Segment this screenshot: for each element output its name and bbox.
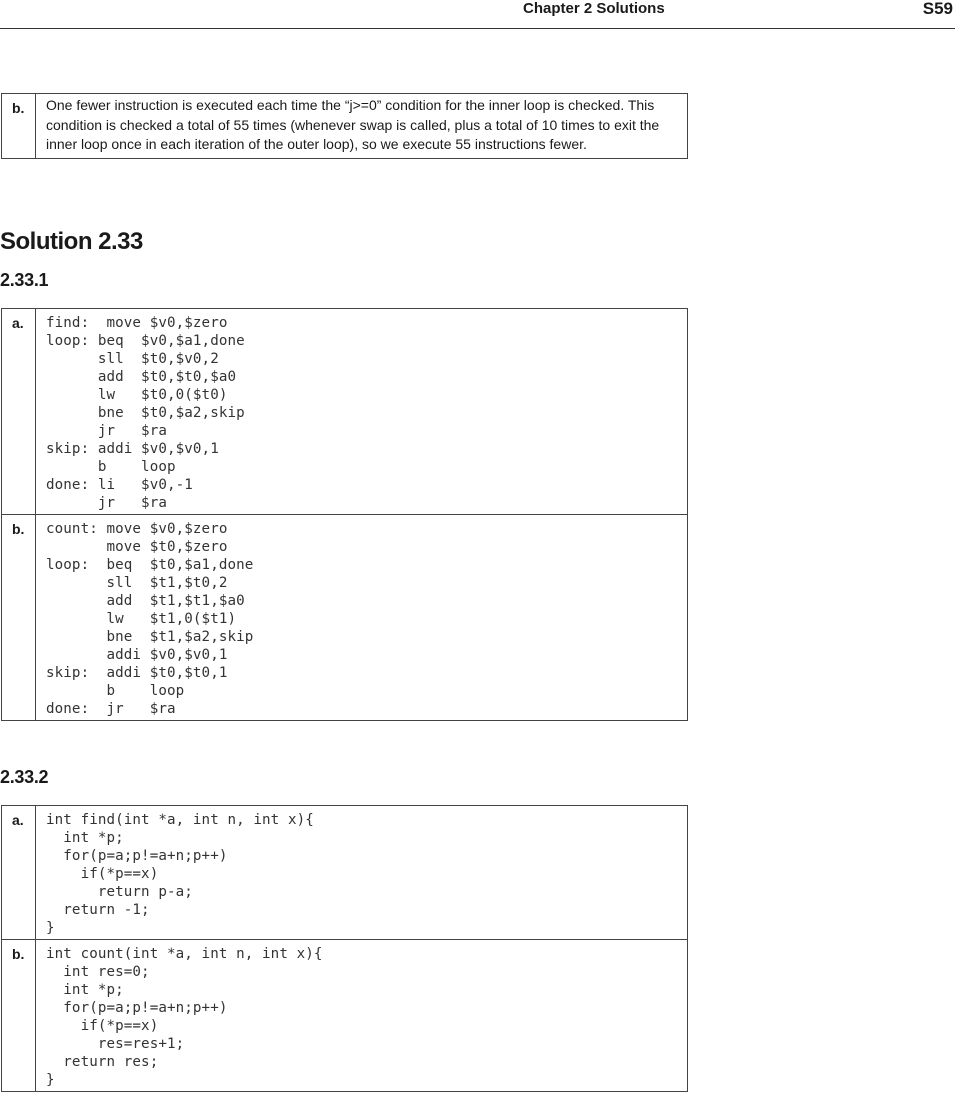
code-row-b xyxy=(2,940,688,1092)
code-row-b xyxy=(2,515,688,721)
mips-code-table xyxy=(1,308,688,721)
solution-title: Solution 2.33 xyxy=(0,228,143,255)
c-code-table xyxy=(1,805,688,1092)
explanation-row xyxy=(2,94,688,159)
code-row-a xyxy=(2,309,688,515)
row-label: b. xyxy=(2,940,36,1092)
row-label: b. xyxy=(2,94,36,159)
code-row-a xyxy=(2,806,688,940)
chapter-title: Chapter 2 Solutions xyxy=(523,0,665,17)
page-number: S59 xyxy=(922,0,953,18)
c-code-count: int count(int *a, int n, int x){ int res=0; int *p; for(p=a;p!=a+n;p++) if(*p==x) res=res+1; return res; } xyxy=(46,946,323,1088)
mips-code-count: count: move $v0,$zero move $t0,$zero loop: beq $t0,$a1,done sll $t1,$t0,2 add $t1,$t1,$a0 lw $t1,0($t1) bne $t1,$a2,skip addi $v0,$v0,1 skip: addi $t0,$t0,1 b loop done: jr $ra xyxy=(46,521,254,717)
section-heading-2-33-2: 2.33.2 xyxy=(0,767,49,787)
row-label: b. xyxy=(2,515,36,721)
c-code-find: int find(int *a, int n, int x){ int *p; for(p=a;p!=a+n;p++) if(*p==x) return p-a; return -1; } xyxy=(46,812,314,936)
explanation-table xyxy=(1,93,688,159)
explanation-text: One fewer instruction is executed each time the “j>=0” condition for the inner loop is checked. This condition is checked a total of 55 times (whenever swap is called, plus a total of 10 times to exit the inner loop once in each iteration of the outer loop), so we execute 55 instructions fewer. xyxy=(36,94,688,159)
row-label: a. xyxy=(2,309,36,515)
mips-code-find: find: move $v0,$zero loop: beq $v0,$a1,done sll $t0,$v0,2 add $t0,$t0,$a0 lw $t0,0($t0) bne $t0,$a2,skip jr $ra skip: addi $v0,$v0,1 b loop done: li $v0,-1 jr $ra xyxy=(46,315,245,511)
section-heading-2-33-1: 2.33.1 xyxy=(0,270,49,290)
row-label: a. xyxy=(2,806,36,940)
running-header xyxy=(0,0,955,29)
